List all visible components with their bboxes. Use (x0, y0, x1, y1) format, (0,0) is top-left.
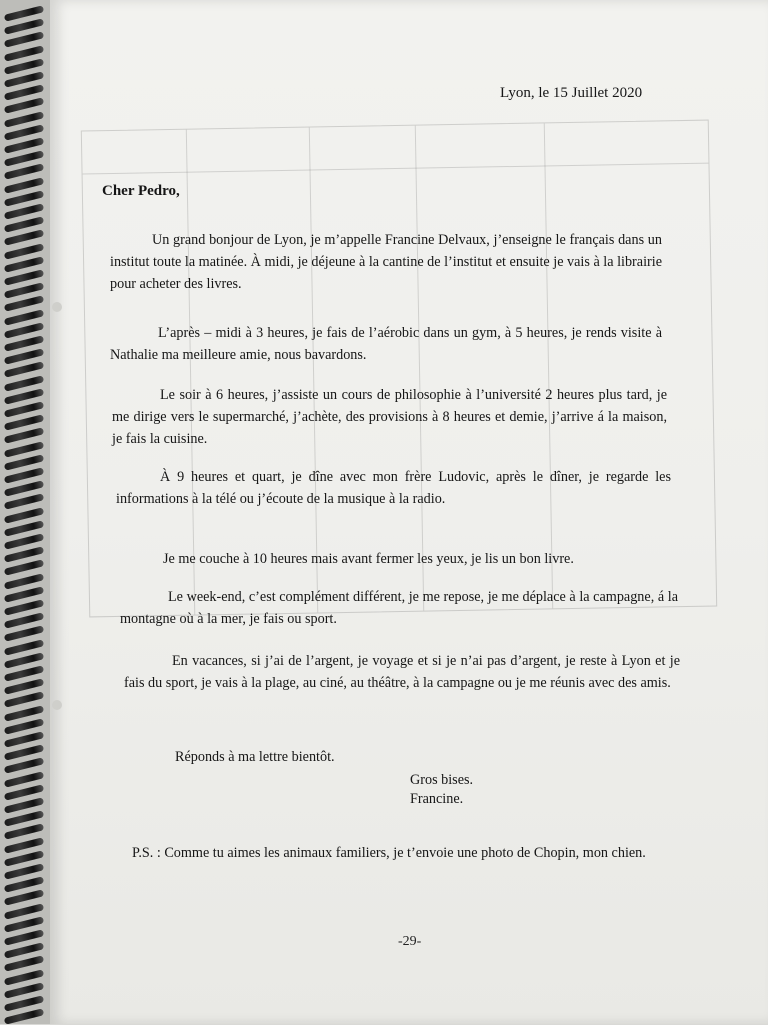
paragraph-intro: Un grand bonjour de Lyon, je m’appelle Francine Delvaux, j’enseigne le français dans un institut toute la matinée. À midi, je déjeune à la cantine de l’institut et ensuite je vais à la librairie pour acheter des livres. (110, 232, 662, 292)
paragraph-dinner: À 9 heures et quart, je dîne avec mon frère Ludovic, après le dîner, je regarde les informations à la télé ou j’écoute de la musique à la radio. (116, 469, 671, 507)
paragraph-weekend: Le week-end, c’est complément différent, je me repose, je me déplace à la campagne, á la montagne où à la mer, je fais ou sport. (120, 589, 678, 627)
punch-hole (52, 700, 62, 710)
letter-signature: Francine. (410, 791, 464, 807)
paragraph-afternoon: L’après – midi à 3 heures, je fais de l’aérobic dans un gym, à 5 heures, je rends visite à Nathalie ma meilleure amie, nous bavardons. (110, 325, 662, 363)
paragraph-reply: Réponds à ma lettre bientôt. (175, 749, 335, 765)
page-number: -29- (398, 934, 422, 949)
letter-closing: Gros bises. (410, 772, 474, 788)
punch-hole (52, 302, 62, 312)
paragraph-bedtime: Je me couche à 10 heures mais avant fermer les yeux, je lis un bon livre. (163, 551, 574, 567)
letter-greeting: Cher Pedro, (102, 183, 180, 199)
letter-postscript: P.S. : Comme tu aimes les animaux familiers, je t’envoie une photo de Chopin, mon chien. (132, 845, 646, 861)
paragraph-evening: Le soir à 6 heures, j’assiste un cours de philosophie à l’université 2 heures plus tard, je me dirige vers le supermarché, j’achète, des provisions à 8 heures et demie, j’arrive á la maison, je fais la cuisine. (112, 387, 667, 447)
paragraph-holidays: En vacances, si j’ai de l’argent, je voyage et si je n’ai pas d’argent, je reste à Lyon et je fais du sport, je vais à la plage, au ciné, au théâtre, à la campagne ou je me réunis avec des amis. (124, 653, 680, 691)
letter-date: Lyon, le 15 Juillet 2020 (500, 85, 643, 101)
spiral-binding (0, 0, 52, 1024)
binding-coil (4, 1008, 45, 1024)
